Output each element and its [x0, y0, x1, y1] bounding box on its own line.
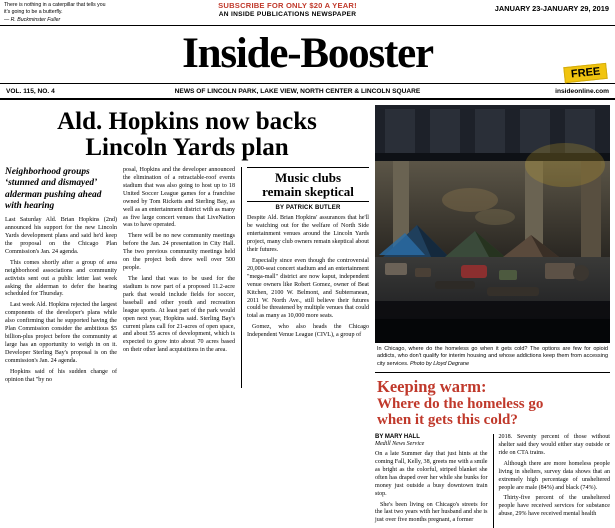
paragraph: There will be no new community meetings before the Jan. 24 presentation in City Hall. The two previous community meetings held on the project both drew well over 500 people.	[123, 233, 235, 272]
paragraph: Gomez, who also heads the Chicago Independent Venue League (CIVL), a group of	[247, 324, 369, 339]
music-clubs-headline	[247, 167, 369, 202]
lead-headline-line1: Ald. Hopkins now backs	[57, 108, 317, 135]
paragraph: Last week Ald. Hopkins rejected the largest components of the developer's plans while also confirming that he supported having the Plan Commission consider the ambitious $5 billion-plus project before the community at large has an opportunity to weigh in on it. Developer Sterling Bay's proposal is on the commission's Jan. 24 agenda.	[5, 302, 117, 364]
keeping-warm-byline-source: Medill News Service	[375, 441, 425, 447]
keeping-warm-col2-body	[499, 434, 611, 519]
music-clubs-story	[241, 167, 369, 388]
top-bar	[0, 0, 615, 26]
paragraph: Especially since even though the controversial 20,000-seat concert stadium and an entertainment "mega-mall" district are now kaput, independent venue owners like Robert Gomez, owner of Beat Kitchen, 2100 W. Belmont, and Subterranean, 2011 W. North Ave., still believe their futures could be threatened by multiple venues that could total as many as 10,000 more seats.	[247, 257, 369, 320]
quote-of-the-week	[0, 0, 110, 25]
photo-caption	[375, 343, 610, 373]
quote-attribution: — R. Buckminster Fuller	[4, 17, 61, 24]
paragraph: Hopkins said of his sudden change of opinion that "by no	[5, 368, 117, 383]
keeping-warm-column-1	[375, 434, 493, 528]
music-clubs-headline-line2: remain skeptical	[262, 183, 354, 199]
music-clubs-body	[247, 215, 369, 340]
lead-columns	[5, 167, 369, 388]
top-center-block	[110, 0, 465, 25]
keeping-warm-headline	[375, 373, 610, 430]
coverage-area: NEWS OF LINCOLN PARK, LAKE VIEW, NORTH CENTER & LINCOLN SQUARE	[174, 87, 421, 95]
music-clubs-byline: BY PATRICK BUTLER	[275, 205, 341, 212]
masthead	[0, 26, 615, 84]
lead-column-2	[123, 167, 241, 388]
paragraph: Thirty-five percent of the unsheltered people have received services for substance abuse, 29% have received mental health	[498, 495, 610, 518]
paragraph: posal, Hopkins and the developer announced the elimination of a retractable-roof events stadium that was also going to host up to 18 United Soccer League games for a franchise owned by Tom Ricketts and Sterling Bay, as well as an entertainment district with as many as five large concert venues that LiveNation was to have operated.	[123, 167, 235, 229]
lead-column-1	[5, 167, 123, 388]
lead-headline	[5, 105, 369, 167]
paragraph: She's been living on Chicago's streets for the last two years with her husband and she is just over five months pregnant, a former	[375, 501, 488, 524]
publisher-line: AN INSIDE PUBLICATIONS NEWSPAPER	[218, 11, 357, 18]
lead-subhead: Neighborhood groups ‘stunned and dismayed’ alderman pushing ahead with hearing	[5, 167, 102, 211]
volume-number: VOL. 115, NO. 4	[6, 87, 55, 95]
lead-col1-body	[5, 217, 117, 384]
subscribe-banner[interactable]: SUBSCRIBE FOR ONLY $20 A YEAR!	[218, 1, 357, 10]
page-content	[0, 100, 615, 524]
keeping-warm-line3: when it gets this cold?	[377, 411, 518, 428]
lead-col2-body	[123, 167, 235, 355]
right-column	[375, 105, 610, 524]
free-badge: FREE	[563, 63, 608, 83]
paragraph: The land that was to be used for the stadium is now part of a proposed 11.2-acre park that would include fields for soccer, baseball and other youth and recreation league sports. At least part of the park would open next year, Hopkins said. Sterling Bay's current plans call for 21-acres of open space, and about 55 acres of development, which is expected to grow into about 70 acres based on their other land acquisitions in the area.	[123, 275, 235, 354]
paragraph: 2018. Seventy percent of those without shelter said they would either stay outside or ride on CTA trains.	[498, 434, 610, 456]
info-strip	[0, 84, 615, 100]
keeping-warm-col1-body	[375, 451, 488, 525]
homeless-encampment-photo	[375, 105, 610, 343]
quote-text: There is nothing in a caterpillar that tells you it's going to be a butterfly.	[4, 2, 106, 16]
keeping-warm-byline: BY MARY HALL	[375, 434, 420, 440]
keeping-warm-columns	[375, 430, 610, 528]
paragraph: This comes shortly after a group of area neighborhood associations and community activists sent out a public letter last week asking the alderman to defer the hearing scheduled for Thursday.	[5, 259, 117, 298]
paragraph: Despite Ald. Brian Hopkins' assurances that he'll be watching out for the welfare of North Side entertainment venues around the Lincoln Yards project, many club owners remain skeptical about their futures.	[247, 215, 369, 253]
lead-story	[5, 105, 375, 468]
lead-headline-line2: Lincoln Yards plan	[85, 134, 289, 161]
paper-title: Inside-Booster	[182, 30, 433, 77]
keeping-warm-line1: Keeping warm:	[377, 377, 487, 397]
paragraph: Although there are more homeless people living in shelters, survey data shows that an extremely high percentage of unsheltered people are male (84%) and black (74%).	[498, 460, 610, 491]
caption-text: In Chicago, where do the homeless go when it gets cold? The options are few for opioid addicts, who don't qualify for interim housing and whose addictions keep them from accessing city services.	[377, 346, 608, 367]
paragraph: Last Saturday Ald. Brian Hopkins (2nd) announced his support for the new Lincoln Yards development plans and said he'd keep the proposal on the Chicago Plan Commission's Jan. 24 agenda.	[5, 217, 117, 255]
issue-date: JANUARY 23-JANUARY 29, 2019	[494, 4, 609, 13]
paragraph: On a late Summer day that just hints at the coming Fall, Kelly, 38, greets me with a smile as bright as the colorful, striped blanket she often has draped over her while she bunks for money just outside a busy downtown train stop.	[375, 451, 488, 497]
website-url[interactable]: insideonline.com	[555, 87, 609, 95]
photo-illustration	[375, 105, 610, 343]
photo-credit: Photo by Lloyd Degrane	[410, 360, 470, 367]
keeping-warm-column-2	[493, 434, 611, 528]
keeping-warm-line2: Where do the homeless go	[377, 395, 544, 412]
music-clubs-headline-line1: Music clubs	[274, 170, 342, 185]
